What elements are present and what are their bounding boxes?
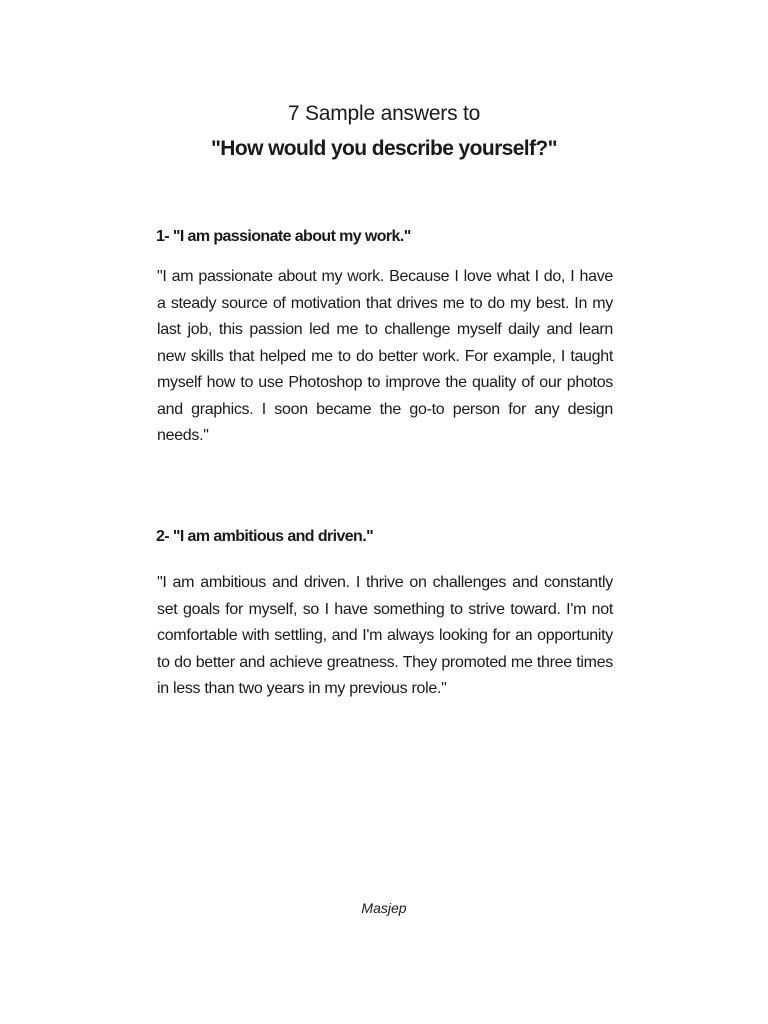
section-2-body: "I am ambitious and driven. I thrive on challenges and constantly set goals for myself, so I have something to strive toward. I'm not comfortable with settling, and I'm always looking for an opportunity to do better and achieve greatness. They promoted me three times in less than two years in my previous role." <box>157 574 613 697</box>
footer-brand: Masjep <box>361 900 407 916</box>
title-line-1: 7 Sample answers to <box>287 102 481 125</box>
title-line-2: "How would you describe yourself?" <box>210 137 558 160</box>
section-2-heading: 2- "I am ambitious and driven." <box>156 528 374 545</box>
section-1-heading: 1- "I am passionate about my work." <box>156 228 411 245</box>
section-1-body: "I am passionate about my work. Because I love what I do, I have a steady source of motivation that drives me to do my best. In my last job, this passion led me to challenge myself daily and learn new skills that helped me to do better work. For example, I taught myself how to use Photoshop to improve the quality of our photos and graphics. I soon became the go-to person for any design needs." <box>157 268 613 444</box>
